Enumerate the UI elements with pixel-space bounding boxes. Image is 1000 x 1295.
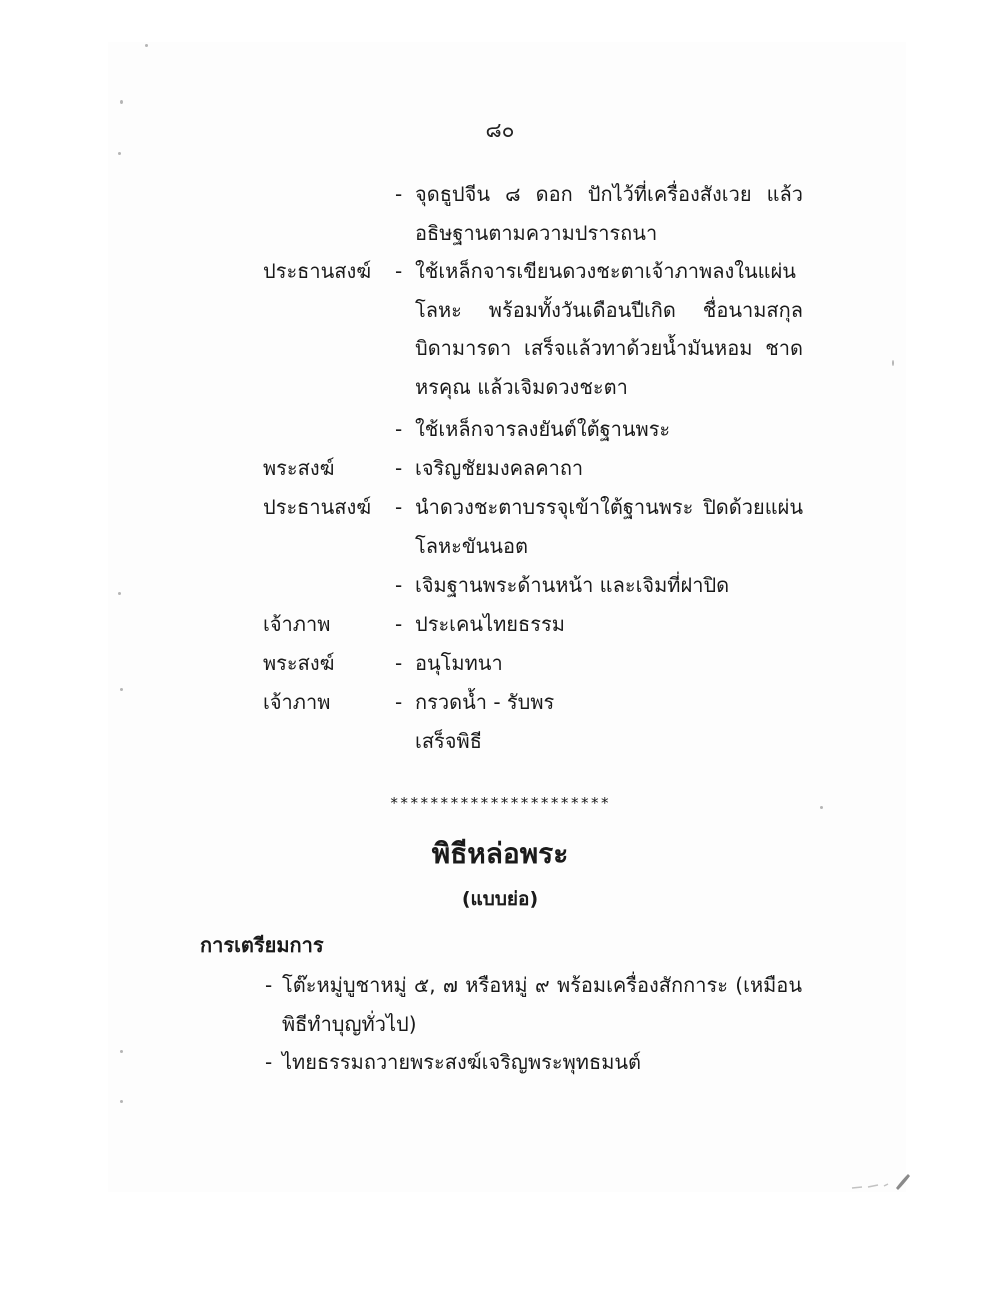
preparation-heading: การเตรียมการ <box>200 933 324 957</box>
step-action: ใช้เหล็กจารลงยันต์ใต้ฐานพระ <box>415 417 671 441</box>
step-action: เจิมฐานพระด้านหน้า และเจิมที่ฝาปิด <box>415 573 730 597</box>
section-separator: ********************** <box>389 794 611 812</box>
step-action: จุดธูปจีน ๘ ดอก ปักไว้ที่เครื่องสังเวย แล้วอธิษฐานตามความปรารถนา <box>415 182 803 245</box>
step-dash: - <box>395 182 403 206</box>
page-number: ๘๐ <box>485 118 515 142</box>
step-speaker: พระสงฆ์ <box>263 651 335 675</box>
step-dash: - <box>395 417 403 441</box>
ritual-closing <box>0 722 1000 760</box>
prep-dash: - <box>265 1050 273 1074</box>
ritual-step <box>0 410 1000 448</box>
ritual-step <box>0 175 1000 252</box>
step-speaker: พระสงฆ์ <box>263 456 335 480</box>
closing-text: เสร็จพิธี <box>415 729 482 753</box>
scan-speck <box>118 152 121 155</box>
ritual-step <box>0 449 1000 487</box>
step-action: กรวดน้ำ - รับพร <box>415 690 555 714</box>
step-dash: - <box>395 495 403 519</box>
step-dash: - <box>395 259 403 283</box>
step-dash: - <box>395 612 403 636</box>
step-dash: - <box>395 573 403 597</box>
step-speaker: เจ้าภาพ <box>263 612 331 636</box>
prep-text: โต๊ะหมู่บูชาหมู่ ๕, ๗ หรือหมู่ ๙ พร้อมเครื่องสักการะ (เหมือนพิธีทำบุญทั่วไป) <box>282 973 802 1036</box>
ritual-step <box>0 605 1000 643</box>
ritual-step <box>0 488 1000 565</box>
step-dash: - <box>395 456 403 480</box>
step-action: นำดวงชะตาบรรจุเข้าใต้ฐานพระ ปิดด้วยแผ่นโลหะขันนอต <box>415 495 803 558</box>
scan-speck <box>120 100 123 104</box>
preparation-item <box>0 1043 1000 1081</box>
step-speaker: ประธานสงฆ์ <box>263 259 372 283</box>
ritual-step <box>0 252 1000 406</box>
step-dash: - <box>395 651 403 675</box>
preparation-item <box>0 966 1000 1043</box>
step-speaker: เจ้าภาพ <box>263 690 331 714</box>
step-dash: - <box>395 690 403 714</box>
scan-speck <box>120 1100 123 1103</box>
scan-speck <box>145 44 148 47</box>
step-action: เจริญชัยมงคลคาถา <box>415 456 584 480</box>
step-speaker: ประธานสงฆ์ <box>263 495 372 519</box>
step-action: ใช้เหล็กจารเขียนดวงชะตาเจ้าภาพลงในแผ่นโลหะ พร้อมทั้งวันเดือนปีเกิด ชื่อนามสกุล บิดามารดา เสร็จแล้วทาด้วยน้ำมันหอม ชาดหรคุณ แล้วเจิมดวงชะตา <box>415 259 803 399</box>
scan-corner-mark <box>848 1166 912 1194</box>
prep-text: ไทยธรรมถวายพระสงฆ์เจริญพระพุทธมนต์ <box>282 1050 642 1074</box>
ritual-step <box>0 566 1000 604</box>
ritual-step <box>0 683 1000 721</box>
ritual-step <box>0 644 1000 682</box>
ceremony-subtitle: (แบบย่อ) <box>461 888 539 910</box>
ceremony-title: พิธีหล่อพระ <box>431 837 569 870</box>
prep-dash: - <box>265 973 273 997</box>
step-action: ประเคนไทยธรรม <box>415 612 565 636</box>
step-action: อนุโมทนา <box>415 651 503 675</box>
